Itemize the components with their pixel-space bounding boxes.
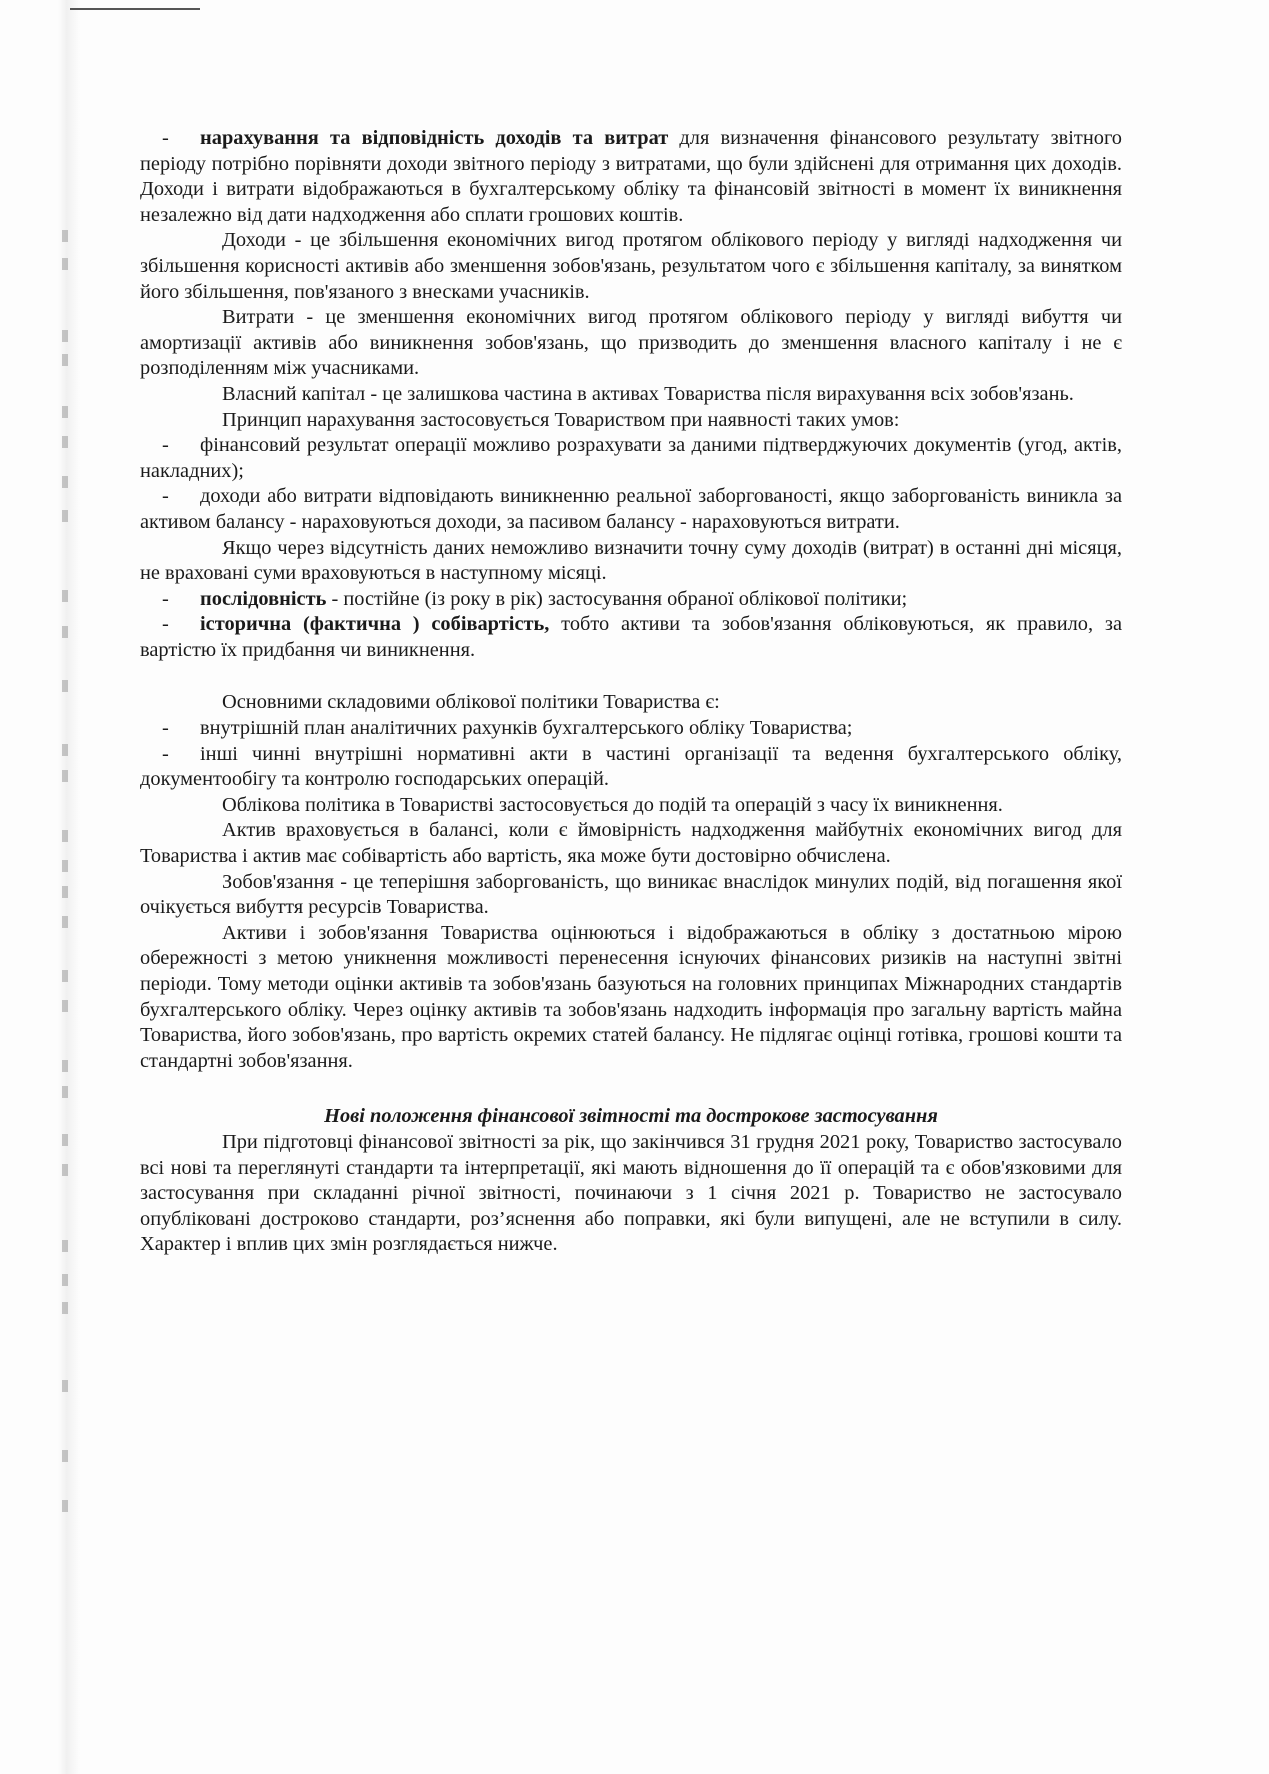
binding-mark: [62, 330, 68, 342]
paragraph-text: тобто активи та зобов'язання обліковуються, як правило, за вартістю їх придбання чи виникнення.: [140, 613, 1122, 661]
binding-mark: [62, 1274, 68, 1286]
bold-term: послідовність: [200, 587, 327, 610]
paragraph-text: внутрішній план аналітичних рахунків бухгалтерського обліку Товариства;: [200, 717, 853, 740]
spacer: [140, 1074, 1122, 1104]
binding-mark: [62, 770, 68, 782]
list-dash: -: [162, 742, 169, 765]
paragraph-valuation: Активи і зобов'язання Товариства оцінюються і відображаються в обліку з достатньою мірою обережності з метою уникнення можливості перенесення існуючих фінансових ризиків на наступні звітні періоди. Тому методи оцінки активів та зобов'язань базуються на головних принципах Міжнародних стандартів бухгалтерського обліку. Через оцінку активів та зобов'язань надходить інформація про загальну вартість майна Товариства, його зобов'язань, про вартість окремих статей балансу. Не підлягає оцінці готівка, грошові кошти та стандартні зобов'язання.: [140, 921, 1122, 1072]
list-item-income-expenses: [140, 484, 1122, 535]
binding-mark: [62, 830, 68, 842]
binding-mark: [62, 626, 68, 638]
section-heading: Нові положення фінансової звітності та дострокове застосування: [324, 1105, 938, 1128]
paragraph-accrual-principle: [140, 126, 1122, 228]
binding-mark: [62, 230, 68, 242]
paragraph-text: доходи або витрати відповідають виникненню реальної заборгованості, якщо заборгованість виникла за активом балансу - нараховуються доходи, за пасивом балансу - нараховуються витрати.: [140, 485, 1122, 533]
list-item-financial-result: [140, 433, 1122, 484]
paragraph-expenses-definition: Витрати - це зменшення економічних вигод протягом облікового періоду у вигляді вибуття чи амортизації активів або виникнення зобов'язань, що призводить до зменшення власного капіталу і не є розподіленням між учасниками.: [140, 306, 1122, 380]
binding-mark: [62, 1134, 68, 1146]
binding-mark: [62, 510, 68, 522]
paragraph-policy-application: Облікова політика в Товаристві застосовується до подій та операцій з часу їх виникнення.: [222, 793, 1003, 816]
list-item-internal-acts: [140, 742, 1122, 793]
binding-mark: [62, 354, 68, 366]
bold-term: історична (фактична ) собівартість,: [200, 613, 550, 636]
binding-mark: [62, 476, 68, 488]
list-dash: -: [162, 434, 169, 457]
paragraph-equity-definition: Власний капітал - це залишкова частина в активах Товариства після вирахування всіх зобов'язань.: [222, 382, 1074, 405]
binding-mark: [62, 590, 68, 602]
paragraph-policy-components: Основними складовими облікової політики Товариства є:: [222, 691, 720, 714]
binding-mark: [62, 1302, 68, 1314]
binding-mark: [62, 1000, 68, 1012]
binding-hole-marks: [62, 230, 72, 1530]
list-dash: -: [162, 127, 169, 149]
top-edge-mark: [70, 8, 200, 10]
list-dash: -: [162, 587, 169, 610]
paragraph-new-standards: При підготовці фінансової звітності за рік, що закінчився 31 грудня 2021 року, Товариство застосувало всі нові та переглянуті стандарти та інтерпретації, які мають відношення до її операцій та є обов'язковими для застосування при складанні річної звітності, починаючи з 1 січня 2021 р. Товариство не застосувало опубліковані достроково стандарти, роз’яснення або поправки, які були випущені, але не вступили в силу. Характер і вплив цих змін розглядається нижче.: [140, 1130, 1122, 1256]
list-dash: -: [162, 717, 169, 740]
spacer: [140, 663, 1122, 690]
paragraph-text: для визначення фінансового результату звітного періоду потрібно порівняти доходи звітного періоду з витратами, що були здійснені для отримання цих доходів. Доходи і витрати відображаються в бухгалтерському обліку та фінансовій звітності в момент їх виникнення незалежно від дати надходження або сплати грошових коштів.: [140, 127, 1122, 226]
paragraph-income-definition: Доходи - це збільшення економічних вигод протягом облікового періоду у вигляді надходження чи збільшення корисності активів або зменшення зобов'язань, результатом чого є збільшення капіталу, за винятком його збільшення, пов'язаного з внесками учасників.: [140, 229, 1122, 303]
paragraph-text: інші чинні внутрішні нормативні акти в частині організації та ведення бухгалтерського обліку, документообігу та контролю господарських операцій.: [140, 742, 1122, 791]
binding-mark: [62, 1164, 68, 1176]
paragraph-missing-data: Якщо через відсутність даних неможливо визначити точну суму доходів (витрат) в останні дні місяця, не враховані суми враховуються в наступному місяці.: [140, 536, 1122, 585]
binding-mark: [62, 258, 68, 270]
binding-mark: [62, 970, 68, 982]
binding-mark: [62, 1380, 68, 1392]
list-dash: -: [162, 485, 169, 508]
paragraph-liability-definition: Зобов'язання - це теперішня заборгованість, що виникає внаслідок минулих подій, від погашення якої очікується вибуття ресурсів Товариства.: [140, 870, 1122, 919]
binding-mark: [62, 1500, 68, 1512]
list-item-historical-cost: [140, 612, 1122, 663]
binding-mark: [62, 860, 68, 872]
binding-mark: [62, 406, 68, 418]
bold-term: нарахування та відповідність доходів та витрат: [200, 127, 669, 149]
list-item-consistency: [140, 587, 1122, 613]
list-dash: -: [162, 613, 169, 636]
binding-mark: [62, 744, 68, 756]
paragraph-text: - постійне (із року в рік) застосування обраної облікової політики;: [326, 587, 908, 610]
binding-mark: [62, 916, 68, 928]
binding-mark: [62, 680, 68, 692]
paragraph-asset-recognition: Актив враховується в балансі, коли є ймовірність надходження майбутніх економічних вигод для Товариства і актив має собівартість або вартість, яка може бути достовірно обчислена.: [140, 819, 1122, 868]
binding-mark: [62, 886, 68, 898]
list-item-chart-of-accounts: [140, 716, 1122, 742]
binding-mark: [62, 1240, 68, 1252]
binding-mark: [62, 1450, 68, 1462]
binding-mark: [62, 1060, 68, 1072]
paragraph-text: фінансовий результат операції можливо розрахувати за даними підтверджуючих документів (угод, актів, накладних);: [140, 434, 1122, 482]
binding-mark: [62, 1086, 68, 1098]
binding-mark: [62, 436, 68, 448]
document-body: [140, 126, 1122, 1258]
paragraph-accrual-conditions: Принцип нарахування застосовується Товариством при наявності таких умов:: [222, 408, 900, 431]
